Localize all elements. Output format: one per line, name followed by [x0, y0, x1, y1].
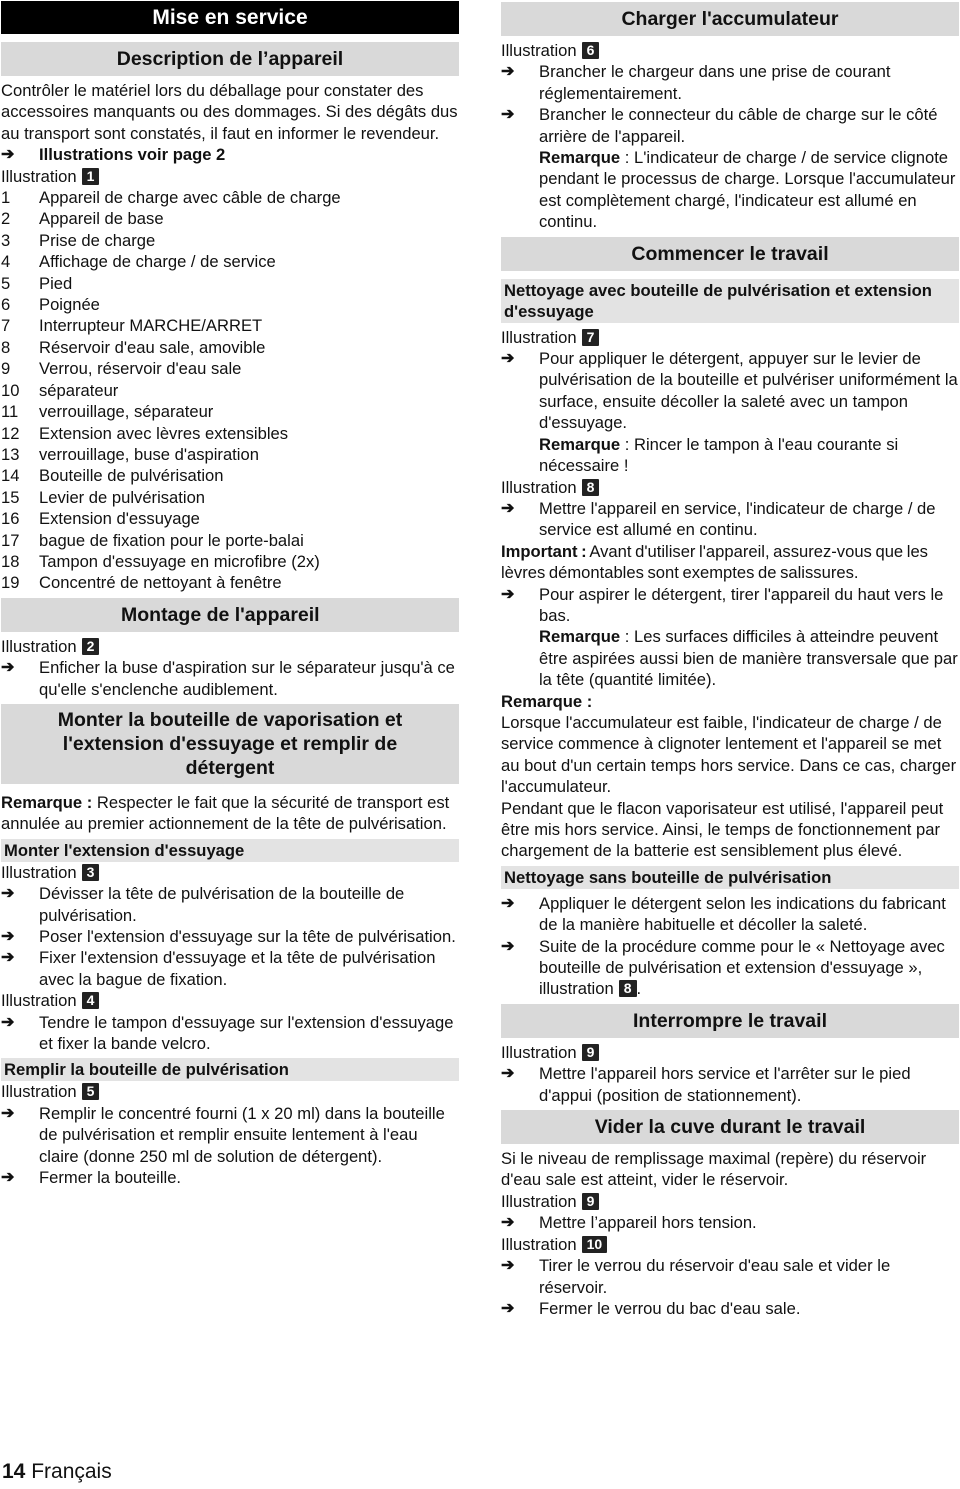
list-item: ➔ Appliquer le détergent selon les indications du fabricant de la manière habituelle et décoller la saleté.	[501, 893, 946, 935]
item-label: Tampon d'essuyage en microfibre (2x)	[39, 551, 320, 571]
section-header-mise-en-service: Mise en service	[1, 1, 459, 34]
item-label: Appareil de base	[39, 209, 164, 229]
list-item	[1, 273, 459, 294]
see-illustrations-note: ➔ Illustrations voir page 2	[1, 145, 226, 165]
arrow-right-icon: ➔	[501, 585, 515, 603]
illustration-ref: Illustration 1	[1, 166, 459, 187]
item-label: Extension d'essuyage	[39, 509, 200, 529]
item-number: 3	[1, 230, 11, 250]
illustration-number-badge: 2	[82, 638, 100, 655]
illustration-ref: Illustration 10	[501, 1234, 959, 1255]
item-number: 4	[1, 252, 11, 272]
list-item: ➔ Mettre l'appareil en service, l'indicateur de charge / de service est allumé en continu.	[501, 498, 936, 540]
illustration-number-badge: 10	[582, 1236, 608, 1253]
item-number: 12	[1, 423, 20, 443]
steps-list	[501, 1255, 959, 1319]
item-label: Verrou, réservoir d'eau sale	[39, 359, 242, 379]
important-paragraph: Important : Avant d'utiliser l'appareil, assurez-vous que les lèvres démontables sont exemptes de salissures.	[501, 541, 928, 583]
list-item: ➔ Brancher le chargeur dans une prise de courant réglementairement.	[501, 62, 891, 103]
arrow-right-icon: ➔	[501, 1257, 515, 1275]
list-item: ➔ Suite de la procédure comme pour le « Nettoyage avec bouteille de pulvérisation et extension d'essuyage », illustration 8 .	[501, 936, 945, 999]
list-item: ➔ Pour aspirer le détergent, tirer l'appareil du haut vers le bas. Remarque : Les surfaces difficiles à atteindre peuvent être aspirées aussi bien de manière transversale que par la tête (quantité limitée).	[501, 584, 958, 690]
arrow-right-icon: ➔	[501, 106, 515, 124]
arrow-right-icon: ➔	[501, 1214, 515, 1232]
list-item	[1, 230, 459, 251]
list-item	[1, 530, 459, 551]
arrow-right-icon: ➔	[1, 928, 15, 945]
heading-interrompre: Interrompre le travail	[501, 1004, 959, 1038]
item-label: Affichage de charge / de service	[39, 252, 276, 272]
list-item	[1, 465, 459, 486]
step-text: Tendre le tampon d'essuyage sur l'extension d'essuyage et fixer la bande velcro.	[39, 1012, 454, 1054]
list-item	[1, 1012, 459, 1055]
illustration-number-badge: 6	[582, 42, 600, 59]
item-number: 13	[1, 444, 20, 464]
item-label: verrouillage, séparateur	[39, 402, 214, 422]
right-column	[501, 0, 959, 1319]
illustration-ref: Illustration 6	[501, 40, 959, 61]
arrow-right-icon: ➔	[501, 499, 515, 517]
illustration-number-badge: 9	[582, 1044, 600, 1061]
step-text: Tirer le verrou du réservoir d'eau sale et vider le réservoir.	[539, 1256, 891, 1297]
item-label: Prise de charge	[39, 230, 156, 250]
list-item	[1, 401, 459, 422]
list-item	[1, 926, 459, 947]
illustration-number-badge: 1	[82, 168, 100, 185]
list-item	[1, 187, 459, 208]
item-number: 10	[1, 380, 20, 400]
list-item	[1, 251, 459, 272]
item-label: séparateur	[39, 380, 119, 400]
arrow-right-icon: ➔	[1, 659, 15, 677]
list-item: ➔ Brancher le connecteur du câble de charge sur le côté arrière de l'appareil. Remarque : L'indicateur de charge / de service clignote pendant le processus de charge. Lorsque l'accumulateur est complètement chargé, l'indicateur est allumé en continu.	[501, 105, 956, 232]
illustration-number-badge: 4	[82, 992, 100, 1009]
item-label: Extension avec lèvres extensibles	[39, 423, 289, 443]
list-item: ➔ Mettre l’appareil hors tension.	[501, 1213, 757, 1233]
subheading-nettoyage-avec-bouteille: Nettoyage avec bouteille de pulvérisation et extension d'essuyage	[501, 279, 959, 323]
arrow-right-icon: ➔	[501, 350, 515, 368]
list-item	[1, 208, 459, 229]
list-item: ➔ Enficher la buse d'aspiration sur le séparateur jusqu'à ce qu'elle s'enclenche audiblement.	[1, 658, 455, 699]
arrow-right-icon: ➔	[501, 63, 515, 81]
item-number: 1	[1, 188, 11, 208]
remark-title: Remarque :	[501, 691, 593, 711]
illustration-ref: Illustration 5	[1, 1081, 459, 1102]
item-label: Bouteille de pulvérisation	[39, 466, 224, 486]
list-item	[1, 508, 459, 529]
list-item	[1, 358, 459, 379]
list-item	[1, 947, 459, 990]
list-item	[1, 1167, 459, 1188]
item-number: 11	[1, 402, 19, 422]
arrow-right-icon: ➔	[501, 1299, 515, 1317]
list-item	[501, 1255, 959, 1298]
step-text: Fermer la bouteille.	[39, 1168, 182, 1188]
item-label: Réservoir d'eau sale, amovible	[39, 337, 266, 357]
remark-paragraph: Pendant que le flacon vaporisateur est utilisé, l'appareil peut être mis hors service. Ainsi, le temps de fonctionnement par chargement de la batterie est sensiblement plus élevé.	[501, 798, 944, 861]
intro-paragraph: Si le niveau de remplissage maximal (repère) du réservoir d'eau sale est atteint, vider le réservoir.	[501, 1149, 927, 1190]
illustration-ref: Illustration 7	[501, 327, 959, 348]
intro-paragraph: Contrôler le matériel lors du déballage pour constater des accessoires manquants ou des dommages. Si des dégâts dus au transport sont constatés, il faut en informer le revendeur.	[1, 81, 458, 143]
step-text: Fixer l'extension d'essuyage et la tête de pulvérisation avec la bague de fixation.	[39, 948, 436, 989]
item-label: Pied	[39, 273, 73, 293]
item-number: 17	[1, 530, 20, 550]
item-label: Concentré de nettoyant à fenêtre	[39, 573, 282, 593]
left-column	[1, 0, 459, 1188]
list-item	[1, 380, 459, 401]
arrow-right-icon: ➔	[1, 1169, 15, 1187]
item-number: 2	[1, 209, 11, 229]
illustration-number-badge: 5	[82, 1083, 100, 1100]
list-item	[1, 1103, 459, 1167]
list-item: ➔ Mettre l'appareil hors service et l'arrêter sur le pied d'appui (position de stationnement).	[501, 1064, 911, 1105]
illustration-ref: Illustration 8	[501, 477, 959, 498]
list-item	[1, 444, 459, 465]
subheading-nettoyage-sans-bouteille: Nettoyage sans bouteille de pulvérisation	[501, 866, 959, 889]
arrow-right-icon: ➔	[1, 885, 15, 903]
item-number: 15	[1, 487, 20, 507]
heading-montage: Montage de l'appareil	[1, 598, 459, 632]
arrow-right-icon: ➔	[501, 937, 515, 955]
steps-list	[1, 883, 459, 990]
page-number: 14	[2, 1460, 26, 1483]
heading-vider: Vider la cuve durant le travail	[501, 1110, 959, 1144]
item-label: bague de fixation pour le porte-balai	[39, 530, 304, 550]
list-item	[1, 487, 459, 508]
heading-description: Description de l’appareil	[1, 42, 459, 76]
remark-paragraph: Remarque : Respecter le fait que la sécurité de transport est annulée au premier actionnement de la tête de pulvérisation.	[1, 792, 450, 834]
illustration-ref: Illustration 3	[1, 862, 459, 883]
item-number: 8	[1, 337, 11, 357]
page-footer	[2, 1459, 112, 1485]
parts-list	[1, 187, 459, 594]
heading-charger: Charger l'accumulateur	[501, 2, 959, 36]
list-item	[1, 572, 459, 593]
item-number: 14	[1, 466, 20, 486]
item-number: 18	[1, 551, 20, 571]
item-label: Levier de pulvérisation	[39, 487, 206, 507]
heading-monter-bouteille: Monter la bouteille de vaporisation et l'extension d'essuyage et remplir de détergent	[1, 704, 459, 784]
list-item	[501, 1298, 959, 1319]
list-item	[1, 294, 459, 315]
illustration-number-badge: 8	[619, 980, 637, 997]
illustration-number-badge: 8	[582, 479, 600, 496]
language-label: Français	[31, 1460, 112, 1483]
arrow-right-icon: ➔	[501, 1065, 515, 1083]
item-label: verrouillage, buse d'aspiration	[39, 444, 259, 464]
arrow-right-icon: ➔	[1, 1013, 15, 1031]
step-text: Dévisser la tête de pulvérisation de la bouteille de pulvérisation.	[39, 884, 405, 925]
list-item	[1, 883, 459, 926]
illustration-number-badge: 7	[582, 329, 600, 346]
item-number: 5	[1, 273, 11, 293]
step-text: Fermer le verrou du bac d'eau sale.	[539, 1298, 801, 1318]
list-item	[1, 315, 459, 336]
arrow-right-icon: ➔	[501, 894, 515, 912]
item-number: 9	[1, 359, 11, 379]
remark-paragraph: Lorsque l'accumulateur est faible, l'indicateur de charge / de service commence à clignoter lentement et l'appareil se met au bout d'un certain temps hors service. Dans ce cas, charger l'accumulateur.	[501, 712, 957, 797]
list-item: ➔ Pour appliquer le détergent, appuyer sur le levier de pulvérisation de la bouteille et pulvériser uniformément la surface, ensuite décoller la saleté avec un tampon d'essuyage. Remarque : Rincer le tampon à l'eau courante si nécessaire !	[501, 349, 958, 476]
list-item	[1, 337, 459, 358]
subheading-remplir-bouteille: Remplir la bouteille de pulvérisation	[1, 1058, 459, 1081]
step-text: Remplir le concentré fourni (1 x 20 ml) dans la bouteille de pulvérisation et remplir ensuite lentement à l'eau claire (donne 250 ml de solution de détergent).	[39, 1103, 445, 1166]
item-label: Poignée	[39, 295, 100, 315]
arrow-right-icon: ➔	[1, 949, 15, 967]
list-item	[1, 551, 459, 572]
illustration-ref: Illustration 9	[501, 1191, 959, 1212]
subheading-monter-extension: Monter l'extension d'essuyage	[1, 839, 459, 862]
steps-list	[1, 1103, 459, 1189]
illustration-ref: Illustration 9	[501, 1042, 959, 1063]
illustration-number-badge: 9	[582, 1193, 600, 1210]
illustration-ref: Illustration 2	[1, 636, 459, 657]
item-label: Interrupteur MARCHE/ARRET	[39, 316, 263, 336]
item-number: 7	[1, 316, 11, 336]
item-number: 19	[1, 573, 20, 593]
heading-commencer: Commencer le travail	[501, 237, 959, 271]
steps-list	[1, 1012, 459, 1055]
step-text: Poser l'extension d'essuyage sur la tête de pulvérisation.	[39, 927, 456, 946]
illustration-number-badge: 3	[82, 864, 100, 881]
item-number: 6	[1, 295, 11, 315]
item-number: 16	[1, 509, 20, 529]
illustration-ref: Illustration 4	[1, 990, 459, 1011]
arrow-right-icon: ➔	[1, 146, 15, 164]
arrow-right-icon: ➔	[1, 1104, 15, 1122]
list-item	[1, 423, 459, 444]
item-label: Appareil de charge avec câble de charge	[39, 188, 341, 208]
